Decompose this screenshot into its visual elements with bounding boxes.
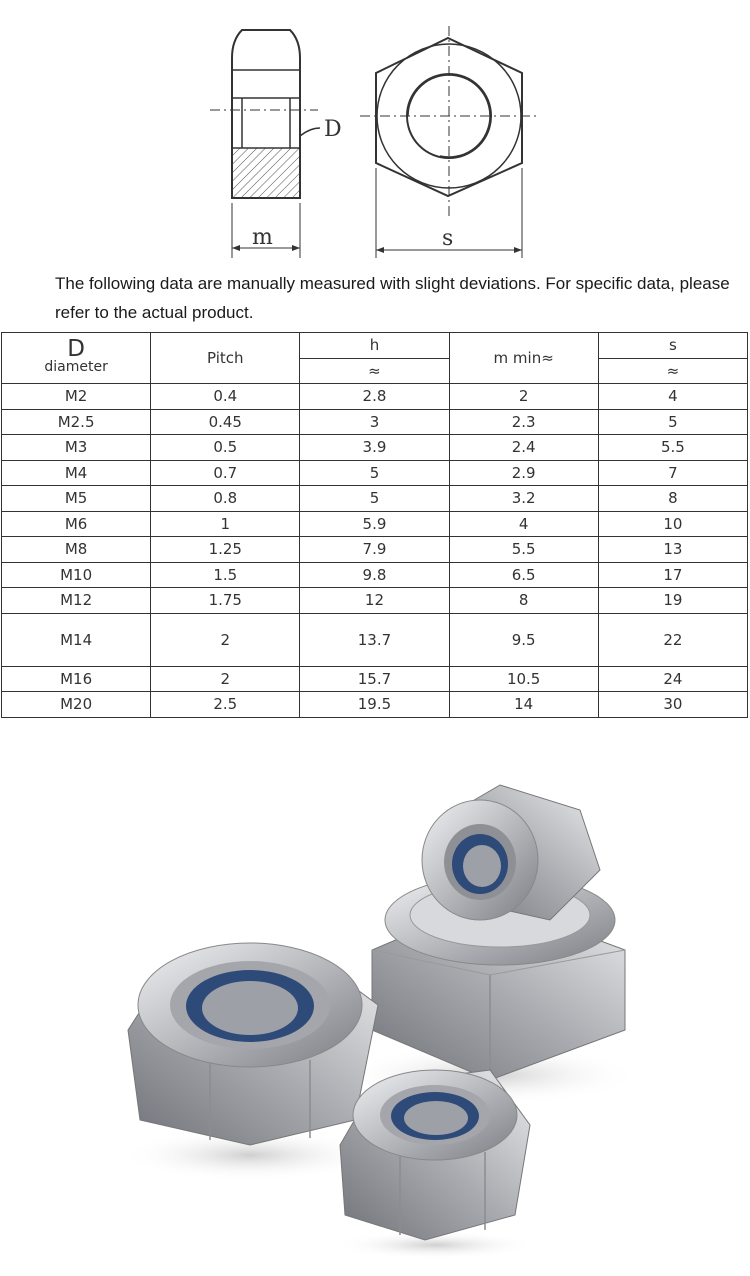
table-cell: 30: [598, 692, 747, 718]
table-cell: 2.4: [449, 435, 598, 461]
table-cell: 0.45: [151, 409, 300, 435]
table-cell: 5: [300, 460, 449, 486]
table-cell: M3: [2, 435, 151, 461]
table-row: [2, 384, 748, 410]
table-cell: 2: [151, 666, 300, 692]
table-cell: M16: [2, 666, 151, 692]
table-row: [2, 613, 748, 666]
header-h: h: [300, 333, 449, 359]
front-lock-nut: [335, 1070, 535, 1259]
table-cell: M8: [2, 537, 151, 563]
table-header-row: [2, 333, 748, 359]
table-cell: 0.7: [151, 460, 300, 486]
measurement-note: The following data are manually measured with slight deviations. For specific data, please refer to the actual product.: [55, 274, 730, 322]
table-cell: 5: [598, 409, 747, 435]
table-cell: M6: [2, 511, 151, 537]
spec-table: [1, 332, 748, 718]
table-cell: 2: [449, 384, 598, 410]
table-row: [2, 692, 748, 718]
nut-technical-drawing: [200, 18, 540, 268]
table-row: [2, 537, 748, 563]
table-cell: 13.7: [300, 613, 449, 666]
header-s: s: [598, 333, 747, 359]
lock-nuts-illustration: [110, 760, 640, 1260]
table-cell: M4: [2, 460, 151, 486]
header-s-approx: ≈: [598, 358, 747, 384]
table-cell: 2.3: [449, 409, 598, 435]
table-row: [2, 460, 748, 486]
table-cell: 14: [449, 692, 598, 718]
label-s: s: [442, 226, 454, 251]
table-cell: 10.5: [449, 666, 598, 692]
table-cell: 1.25: [151, 537, 300, 563]
label-d: D: [324, 117, 342, 142]
table-cell: 9.8: [300, 562, 449, 588]
table-row: [2, 588, 748, 614]
table-cell: 19: [598, 588, 747, 614]
table-cell: 9.5: [449, 613, 598, 666]
table-cell: M2.5: [2, 409, 151, 435]
table-cell: 2.5: [151, 692, 300, 718]
table-cell: 3.9: [300, 435, 449, 461]
table-cell: 24: [598, 666, 747, 692]
header-d: D diameter: [2, 333, 151, 384]
table-cell: 3.2: [449, 486, 598, 512]
table-cell: 4: [449, 511, 598, 537]
table-cell: 0.4: [151, 384, 300, 410]
table-cell: 2.8: [300, 384, 449, 410]
table-cell: M12: [2, 588, 151, 614]
table-cell: 0.8: [151, 486, 300, 512]
table-row: [2, 435, 748, 461]
header-h-approx: ≈: [300, 358, 449, 384]
table-row: [2, 409, 748, 435]
table-cell: M14: [2, 613, 151, 666]
table-cell: 2.9: [449, 460, 598, 486]
table-cell: 17: [598, 562, 747, 588]
table-cell: 7.9: [300, 537, 449, 563]
header-pitch: Pitch: [151, 333, 300, 384]
table-cell: M20: [2, 692, 151, 718]
side-view: [210, 30, 320, 258]
table-cell: 5.5: [449, 537, 598, 563]
table-cell: M5: [2, 486, 151, 512]
table-cell: 5.5: [598, 435, 747, 461]
table-row: [2, 486, 748, 512]
table-cell: 1.5: [151, 562, 300, 588]
table-cell: 6.5: [449, 562, 598, 588]
table-cell: 4: [598, 384, 747, 410]
table-cell: 10: [598, 511, 747, 537]
table-cell: 7: [598, 460, 747, 486]
table-cell: 15.7: [300, 666, 449, 692]
table-cell: 1: [151, 511, 300, 537]
table-cell: 22: [598, 613, 747, 666]
label-m: m: [252, 225, 273, 250]
table-cell: 5.9: [300, 511, 449, 537]
table-cell: M10: [2, 562, 151, 588]
table-cell: 19.5: [300, 692, 449, 718]
table-row: [2, 562, 748, 588]
table-cell: 3: [300, 409, 449, 435]
header-m: m min≈: [449, 333, 598, 384]
table-cell: 8: [598, 486, 747, 512]
table-row: [2, 666, 748, 692]
table-row: [2, 511, 748, 537]
table-cell: 2: [151, 613, 300, 666]
table-cell: 5: [300, 486, 449, 512]
table-cell: 8: [449, 588, 598, 614]
table-cell: 12: [300, 588, 449, 614]
table-cell: 13: [598, 537, 747, 563]
table-cell: 1.75: [151, 588, 300, 614]
table-cell: M2: [2, 384, 151, 410]
table-cell: 0.5: [151, 435, 300, 461]
front-view: [360, 26, 538, 258]
